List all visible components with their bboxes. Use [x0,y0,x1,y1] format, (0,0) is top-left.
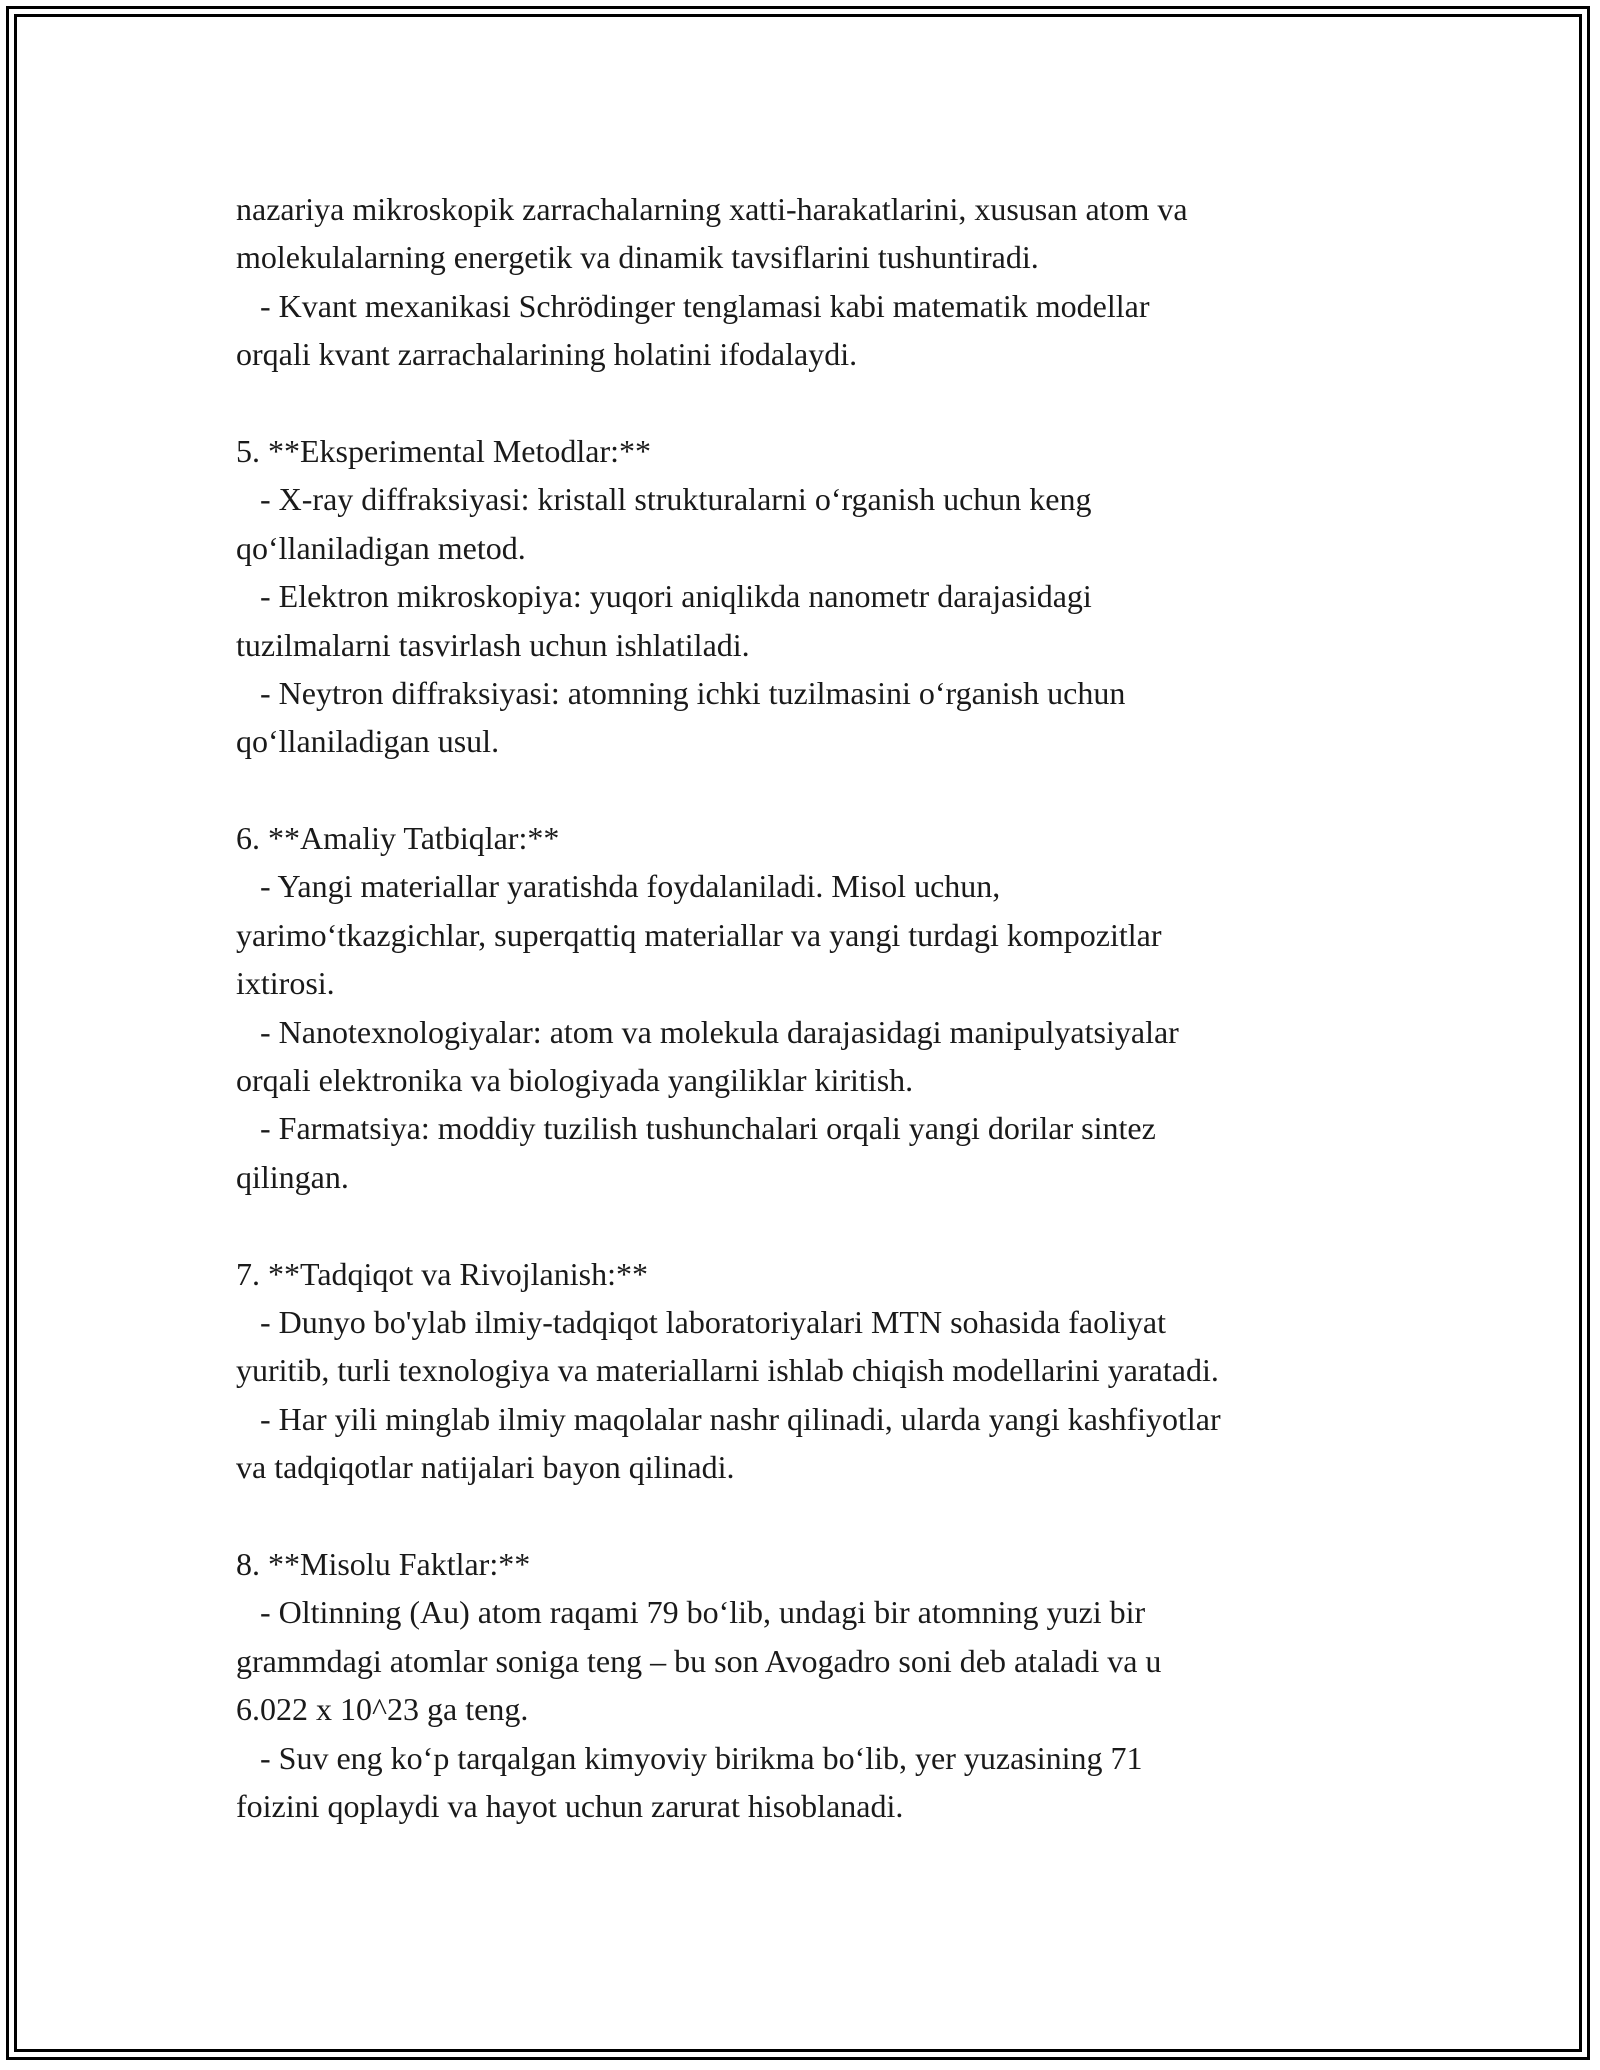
text-line: grammdagi atomlar soniga teng – bu son Avogadro soni deb ataladi va u [236,1642,1162,1679]
section-heading-7: 7. **Tadqiqot va Rivojlanish:** [236,1255,648,1292]
section-heading-5: 5. **Eksperimental Metodlar:** [236,432,652,469]
blank-line [236,1201,1386,1249]
text-line: - Kvant mexanikasi Schrödinger tenglamasi kabi matematik modellar [236,287,1150,324]
text-line: qo‘llaniladigan metod. [236,529,526,566]
text-line: - Dunyo bo'ylab ilmiy-tadqiqot laboratoriyalari MTN sohasida faoliyat [236,1303,1166,1340]
blank-line [236,379,1386,427]
blank-line [236,1492,1386,1540]
text-line: yuritib, turli texnologiya va materiallarni ishlab chiqish modellarini yaratadi. [236,1352,1219,1389]
text-line: - Suv eng ko‘p tarqalgan kimyoviy birikma bo‘lib, yer yuzasining 71 [236,1739,1143,1776]
text-line: - Elektron mikroskopiya: yuqori aniqlikda nanometr darajasidagi [236,578,1092,615]
text-line: yarimo‘tkazgichlar, superqattiq materiallar va yangi turdagi kompozitlar [236,916,1162,953]
text-line: orqali elektronika va biologiyada yangiliklar kiritish. [236,1062,914,1099]
text-line: - X-ray diffraksiyasi: kristall strukturalarni o‘rganish uchun keng [236,481,1092,518]
text-line: qilingan. [236,1158,349,1195]
section-heading-6: 6. **Amaliy Tatbiqlar:** [236,820,560,857]
text-line: foizini qoplaydi va hayot uchun zarurat hisoblanadi. [236,1787,904,1824]
text-line: 6.022 x 10^23 ga teng. [236,1691,529,1728]
text-line: - Har yili minglab ilmiy maqolalar nashr qilinadi, ularda yangi kashfiyotlar [236,1400,1221,1437]
text-line: - Yangi materiallar yaratishda foydalaniladi. Misol uchun, [236,868,1001,905]
text-line: ixtirosi. [236,965,335,1002]
text-line: orqali kvant zarrachalarining holatini ifodalaydi. [236,336,858,373]
text-line: nazariya mikroskopik zarrachalarning xatti-harakatlarini, xususan atom va [236,191,1188,227]
text-line: - Oltinning (Au) atom raqami 79 bo‘lib, undagi bir atomning yuzi bir [236,1594,1146,1631]
document-body [236,185,1386,1830]
section-heading-8: 8. **Misolu Faktlar:** [236,1545,531,1582]
text-line: - Nanotexnologiyalar: atom va molekula darajasidagi manipulyatsiyalar [236,1013,1179,1050]
text-line: - Farmatsiya: moddiy tuzilish tushunchalari orqali yangi dorilar sintez [236,1110,1156,1147]
text-line: - Neytron diffraksiyasi: atomning ichki tuzilmasini o‘rganish uchun [236,674,1126,711]
text-line: molekulalarning energetik va dinamik tavsiflarini tushuntiradi. [236,239,1039,276]
blank-line [236,766,1386,814]
text-line: qo‘llaniladigan usul. [236,723,500,760]
text-line: va tadqiqotlar natijalari bayon qilinadi. [236,1449,735,1486]
text-line: tuzilmalarni tasvirlash uchun ishlatiladi. [236,626,750,663]
